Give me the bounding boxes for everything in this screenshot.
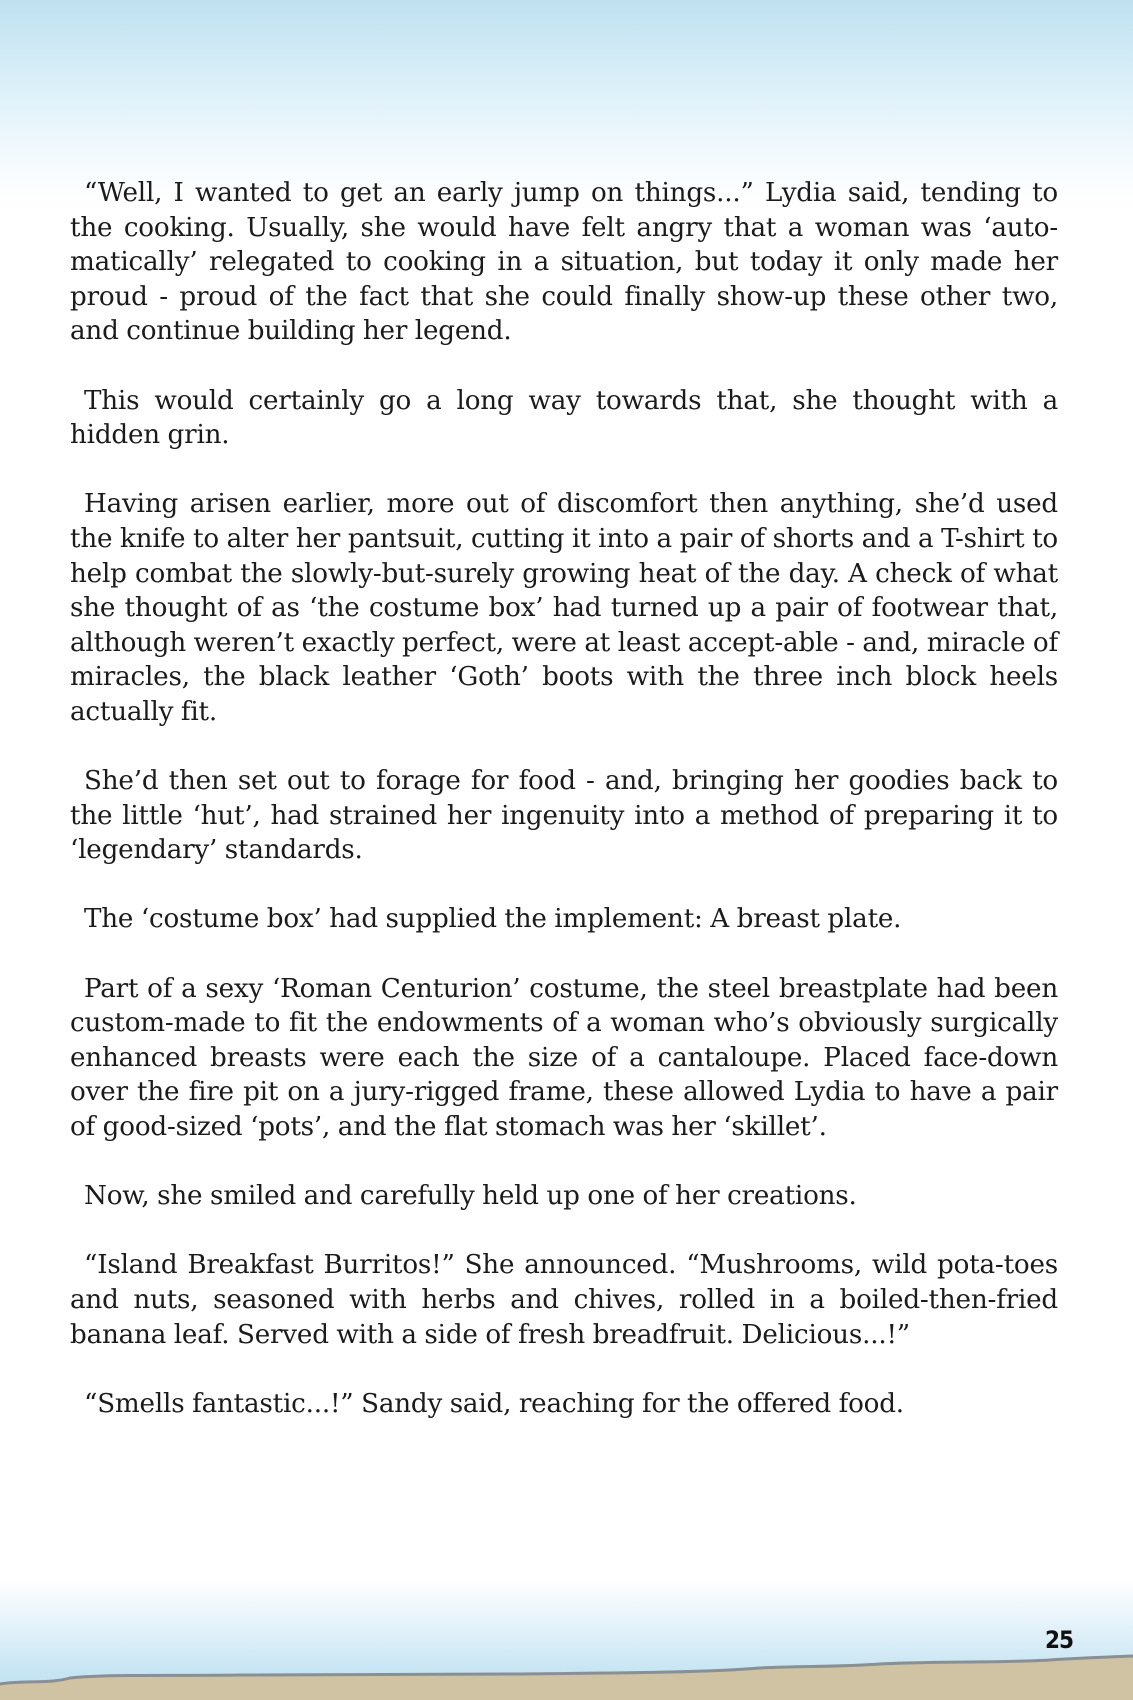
paragraph-7: Now, she smiled and carefully held up one of her creations.	[84, 1181, 857, 1212]
paragraph-3: Having arisen earlier, more out of discomfort then anything, she’d used the knife to alter her pantsuit, cutting it into a pair of shorts and a T-shirt to help combat the slowly-but-surely growing heat of the day. A check of what she thought of as ‘the costume box’ had turned up a pair of footwear that, although weren’t exactly perfect, were at least accept-able - and, miracle of miracles, the black leather ‘Goth’ boots with the three inch block heels actually fit.	[70, 489, 1058, 727]
paragraph-8: “Island Breakfast Burritos!” She announced. “Mushrooms, wild pota-toes and nuts, seasoned with herbs and chives, rolled in a boiled-then-fried banana leaf. Served with a side of fresh breadfruit. Delicious...!”	[70, 1250, 1058, 1350]
paragraph-5: The ‘costume box’ had supplied the implement: A breast plate.	[84, 904, 902, 935]
paragraph-1: “Well, I wanted to get an early jump on things...” Lydia said, tending to the cooking. Usually, she would have felt angry that a woman was ‘auto-matically’ relegated to cooking in a situation, but today it only made her proud - proud of the fact that she could finally show-up these other two, and continue building her legend.	[70, 178, 1058, 347]
paragraph-4: She’d then set out to forage for food - and, bringing her goodies back to the little ‘hut’, had strained her ingenuity into a method of preparing it to ‘legendary’ standards.	[70, 766, 1058, 866]
page-number: 25	[1044, 1626, 1073, 1654]
page-body	[70, 176, 1058, 1456]
sand-ground	[0, 1640, 1133, 1700]
paragraph-6: Part of a sexy ‘Roman Centurion’ costume, the steel breastplate had been custom-made to fit the endowments of a woman who’s obviously surgically enhanced breasts were each the size of a cantaloupe. Placed face-down over the fire pit on a jury-rigged frame, these allowed Lydia to have a pair of good-sized ‘pots’, and the flat stomach was her ‘skillet’.	[70, 973, 1058, 1143]
paragraph-2: This would certainly go a long way towards that, she thought with a hidden grin.	[70, 385, 1058, 451]
paragraph-9: “Smells fantastic...!” Sandy said, reaching for the offered food.	[84, 1388, 904, 1419]
sky-gradient-top	[0, 0, 1133, 200]
